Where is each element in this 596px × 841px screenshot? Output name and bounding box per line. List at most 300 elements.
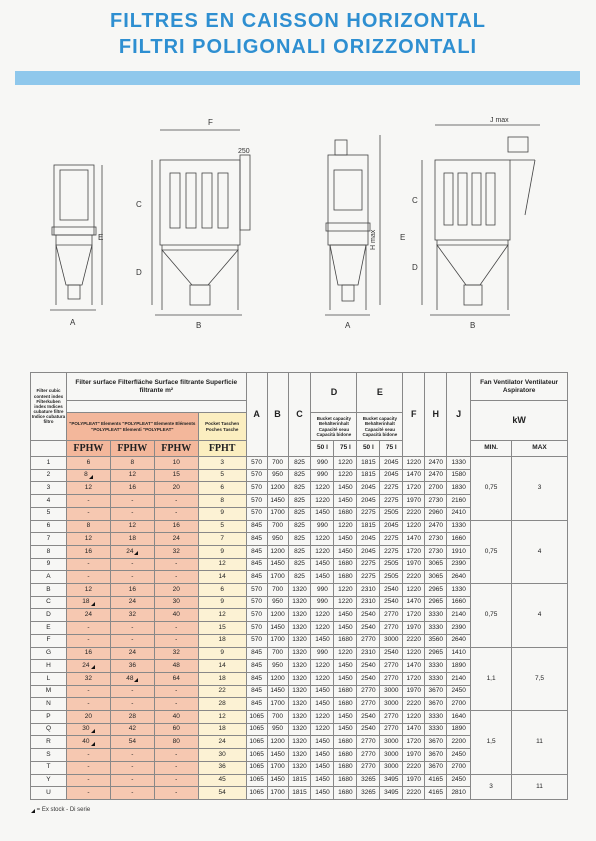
fphw-surface-3: [154, 634, 198, 647]
fpht-surface-value: 12: [218, 560, 226, 568]
dim-d-50l-value: 1220: [315, 725, 330, 733]
dim-d-75l: [334, 634, 357, 647]
dim-e-75l: [380, 774, 403, 787]
dim-b: [267, 711, 288, 724]
fpht-surface: [198, 711, 246, 724]
dim-d-50l-value: 1450: [315, 738, 330, 746]
dim-d-75l: [334, 672, 357, 685]
fphw-surface-2: [110, 609, 154, 622]
fpht-surface-value: 18: [218, 636, 226, 644]
dim-hmax-label: H max: [370, 229, 377, 250]
dim-d-75l: [334, 787, 357, 800]
dim-b: [267, 609, 288, 622]
dim-f-value: 1220: [406, 458, 421, 466]
fpht-surface-value: 6: [220, 484, 224, 491]
fphw-surface-2-value: -: [131, 763, 134, 771]
dim-b-value: 1450: [270, 496, 285, 504]
dim-d-50l: [311, 596, 334, 609]
dim-d-75l-value: 1450: [338, 496, 353, 504]
dim-f-value: 1220: [406, 522, 421, 530]
fphw-surface-2: [110, 622, 154, 635]
fphw-surface-2: [110, 787, 154, 800]
dim-a: [246, 507, 267, 520]
fphw-surface-1: [66, 647, 110, 660]
dim-c: [288, 520, 311, 533]
dim-h-value: 3330: [428, 712, 443, 720]
fphw-surface-2-value: 24: [128, 649, 136, 657]
ex-stock-marker-icon: [91, 742, 95, 746]
fphw-surface-3-value: 10: [172, 458, 180, 466]
dim-a: [246, 698, 267, 711]
dim-d-75l-value: 1220: [338, 522, 353, 530]
dim-c: [288, 558, 311, 571]
dim-f: [403, 685, 425, 698]
dim-d-50l: [311, 495, 334, 508]
table-row: [31, 711, 568, 724]
dim-d-50l: [311, 660, 334, 673]
dim-a: [246, 685, 267, 698]
dim-h: [425, 749, 447, 762]
fphw-surface-2: [110, 774, 154, 787]
surface-header: [66, 373, 246, 401]
fpht-surface: [198, 545, 246, 558]
fpht-surface: [198, 533, 246, 546]
dim-c: [288, 711, 311, 724]
dim-j-value: 2450: [451, 750, 466, 758]
row-index-value: D: [46, 611, 51, 619]
page-title-italian: FILTRI POLIGONALI ORIZZONTALI: [118, 36, 478, 58]
fphw-surface-1: [66, 660, 110, 673]
dim-d-75l-value: 1450: [338, 484, 353, 491]
dim-d-75l: [334, 482, 357, 495]
fphw-surface-2: [110, 520, 154, 533]
dim-d-50l: [311, 685, 334, 698]
dim-c-value: 1320: [292, 661, 307, 669]
fphw-surface-1: [66, 596, 110, 609]
fphw-surface-3: [154, 723, 198, 736]
fphw-surface-2-value: -: [131, 776, 134, 784]
dim-j: [447, 736, 471, 749]
dim-f-value: 1720: [406, 611, 421, 619]
fpht-surface-value: 9: [220, 509, 224, 517]
dim-f-value: 1220: [406, 649, 421, 657]
dim-a-value: 845: [251, 522, 262, 530]
fphw-surface-1-value: 12: [84, 484, 93, 491]
dim-e-50l-value: 2045: [361, 496, 376, 504]
dim-a-value: 1065: [249, 712, 264, 720]
dim-c: [288, 571, 311, 584]
fphw-surface-2-value: -: [131, 560, 134, 568]
dim-c-value: 1320: [292, 598, 307, 606]
fphw-surface-1-value: 18: [82, 598, 90, 606]
dim-e-50l-value: 2540: [361, 661, 376, 669]
dim-j-value: 1890: [451, 661, 466, 669]
dim-e-label: E: [98, 233, 104, 242]
fpht-surface: [198, 647, 246, 660]
dim-j-value: 2450: [451, 776, 466, 784]
dim-d-50l: [311, 672, 334, 685]
dim-j-value: 1890: [451, 725, 466, 733]
fpht-surface: [198, 660, 246, 673]
col-f-header: F: [403, 373, 425, 457]
dim-c: [288, 672, 311, 685]
dim-e-50l: [357, 787, 380, 800]
fphw-surface-1: [66, 723, 110, 736]
dim-d-75l-value: 1680: [338, 572, 353, 580]
dim-d-50l: [311, 711, 334, 724]
dim-d-75l-value: 1680: [338, 636, 353, 644]
fphw-surface-1: [66, 736, 110, 749]
dim-c-value: 825: [294, 458, 305, 466]
row-index-value: M: [45, 687, 52, 695]
dim-d-75l: [334, 520, 357, 533]
fphw-surface-3: [154, 520, 198, 533]
dim-d-50l-value: 990: [317, 649, 328, 657]
dim-f-value: 1720: [406, 674, 421, 682]
d-50l-header: 50 l: [311, 441, 334, 457]
dim-j: [447, 545, 471, 558]
dim-c: [288, 545, 311, 558]
dim-b: [267, 774, 288, 787]
dim-a-value: 570: [251, 484, 262, 491]
dim-a-value: 1065: [249, 750, 264, 758]
dim-h: [425, 545, 447, 558]
dim-c-label: C: [136, 200, 142, 209]
fpht-surface: [198, 457, 246, 470]
side-view-drawing: [50, 165, 102, 310]
fphw-surface-2: [110, 672, 154, 685]
dim-f-value: 2220: [406, 763, 421, 771]
dim-d-50l: [311, 761, 334, 774]
dim-d-75l-value: 1220: [338, 458, 353, 466]
dim-c-value: 825: [294, 572, 305, 580]
dim-f: [403, 545, 425, 558]
dim-e-75l-value: 2770: [384, 623, 399, 631]
dim-d-50l-value: 1450: [315, 788, 330, 796]
dim-f-value: 1970: [406, 776, 421, 784]
dim-f: [403, 736, 425, 749]
dim-a: [246, 609, 267, 622]
dim-d-50l: [311, 647, 334, 660]
dim-e-75l-value: 2770: [384, 611, 399, 619]
dim-d-75l: [334, 749, 357, 762]
dim-e-75l: [380, 482, 403, 495]
dim-d-75l-value: 1450: [338, 534, 353, 542]
fphw-surface-3-value: -: [175, 496, 178, 504]
dim-b-label: B: [196, 321, 202, 330]
dim-f: [403, 469, 425, 482]
dim-d-75l: [334, 761, 357, 774]
dim-f-value: 2220: [406, 788, 421, 796]
dim-d-75l-value: 1680: [338, 776, 353, 784]
dim-e-75l: [380, 507, 403, 520]
dim-f: [403, 482, 425, 495]
dim-d-75l-value: 1450: [338, 661, 353, 669]
fphw-surface-1: [66, 571, 110, 584]
row-index-value: S: [46, 750, 51, 758]
dim-d-50l: [311, 622, 334, 635]
fphw-surface-1: [66, 609, 110, 622]
fphw-surface-2-value: -: [131, 623, 134, 631]
dim-e-50l: [357, 571, 380, 584]
dim-j-value: 2450: [451, 687, 466, 695]
dim-d-50l-value: 1220: [315, 484, 330, 491]
dim-c-value: 825: [294, 509, 305, 517]
dim-a-value: 845: [251, 649, 262, 657]
dim-j: [447, 495, 471, 508]
footnote: [30, 807, 90, 813]
fpht-surface: [198, 609, 246, 622]
bucket-header-d: Bucket capacity Behälterinhalt Capacité seau Capacità bidone: [311, 413, 357, 441]
row-index: [31, 761, 67, 774]
dim-h-value: 4165: [428, 788, 443, 796]
dim-d-50l: [311, 584, 334, 597]
fphw-surface-2: [110, 749, 154, 762]
dim-b: [267, 749, 288, 762]
dim-f-value: 2220: [406, 509, 421, 517]
dim-a: [246, 545, 267, 558]
fphw-surface-2: [110, 698, 154, 711]
fphw-surface-3-value: 80: [172, 738, 180, 746]
dim-e-50l-value: 2540: [361, 725, 376, 733]
dim-d-75l: [334, 736, 357, 749]
row-index-value: P: [46, 712, 51, 720]
dim-f-value: 2220: [406, 636, 421, 644]
fpht-surface-value: 8: [220, 496, 224, 504]
pocket-header: Pocket Taschen Poches Tasche: [198, 413, 246, 441]
row-index-value: L: [46, 674, 51, 682]
row-index-value: E: [46, 623, 51, 631]
dim-f-value: 1220: [406, 712, 421, 720]
fphw-surface-1-value: -: [87, 687, 90, 695]
dim-h: [425, 723, 447, 736]
dim-j-value: 2140: [451, 674, 466, 682]
dim-d-50l-value: 990: [317, 458, 328, 466]
fpht-surface: [198, 622, 246, 635]
fpht-surface: [198, 698, 246, 711]
fan-min: 0,75: [471, 584, 512, 648]
dim-h: [425, 698, 447, 711]
dim-b: [267, 698, 288, 711]
fphw-surface-3: [154, 609, 198, 622]
fphw-surface-3-value: -: [175, 623, 178, 631]
dim-d-50l-value: 1220: [315, 674, 330, 682]
dim-d-50l: [311, 507, 334, 520]
fphw-surface-3-value: -: [175, 788, 178, 796]
fphw-surface-2-value: -: [131, 496, 134, 504]
dim-e-50l: [357, 698, 380, 711]
dim-e-50l: [357, 660, 380, 673]
dim-j: [447, 647, 471, 660]
dim-b-value: 1200: [270, 738, 285, 746]
fphw-surface-1-value: 40: [82, 738, 90, 746]
dim-d-50l-value: 1450: [315, 699, 330, 707]
fphw-surface-3: [154, 533, 198, 546]
dim-d-75l: [334, 545, 357, 558]
dim-c: [288, 749, 311, 762]
dim-h-value: 2965: [428, 585, 443, 593]
dim-e-50l-value: 2540: [361, 623, 376, 631]
fphw-surface-2: [110, 647, 154, 660]
fphw-header-2: FPHW: [110, 441, 154, 457]
dim-e-75l: [380, 596, 403, 609]
fphw-surface-2: [110, 761, 154, 774]
dim-d-50l-value: 990: [317, 585, 328, 593]
row-index: [31, 698, 67, 711]
dim-a-value: 1065: [249, 725, 264, 733]
dim-a-value: 845: [251, 661, 262, 669]
fpht-surface-value: 9: [220, 649, 224, 657]
dim-e-50l-value: 1815: [361, 522, 376, 530]
fphw-surface-3: [154, 584, 198, 597]
dim-j-value: 2640: [451, 636, 466, 644]
row-index-value: 1: [46, 458, 51, 466]
dim-d-50l: [311, 736, 334, 749]
dim-e-75l-value: 2770: [384, 712, 399, 720]
dim-e-50l-value: 1815: [361, 458, 376, 466]
dim-f: [403, 495, 425, 508]
dim-b-value: 950: [272, 598, 283, 606]
dim-f-value: 1470: [406, 725, 421, 733]
fphw-surface-1: [66, 749, 110, 762]
fpht-surface: [198, 685, 246, 698]
dim-a-value: 570: [251, 496, 262, 504]
fphw-surface-3: [154, 622, 198, 635]
fphw-surface-2-value: 16: [128, 585, 136, 593]
fan-header: Fan Ventilator Ventilateur Aspiratore: [471, 373, 568, 401]
row-index-value: G: [45, 649, 51, 657]
dim-d-50l: [311, 634, 334, 647]
dim-c-value: 825: [294, 471, 305, 479]
dim-j-value: 1660: [451, 534, 466, 542]
dim-d-label: D: [136, 268, 142, 277]
dim-h-value: 2470: [428, 471, 443, 479]
fpht-surface: [198, 787, 246, 800]
dim-e-75l: [380, 685, 403, 698]
fphw-surface-3: [154, 545, 198, 558]
dim-f-value: 1720: [406, 738, 421, 746]
dim-b-value: 1700: [270, 636, 285, 644]
dim-e-75l: [380, 736, 403, 749]
dim-e-75l-value: 2505: [384, 509, 399, 517]
dim-a-value: 570: [251, 598, 262, 606]
dim-f: [403, 584, 425, 597]
fpht-surface-value: 7: [220, 534, 224, 542]
fphw-surface-2-value: -: [131, 788, 134, 796]
dim-e-50l-value: 2770: [361, 763, 376, 771]
dim-d-75l: [334, 584, 357, 597]
dim-j: [447, 507, 471, 520]
dim-j: [447, 469, 471, 482]
dim-d-50l-value: 1450: [315, 560, 330, 568]
dim-b: [267, 520, 288, 533]
dim-b-value: 1450: [270, 623, 285, 631]
dim-f-value: 1720: [406, 547, 421, 555]
fphw-surface-1: [66, 774, 110, 787]
dim-d-75l: [334, 469, 357, 482]
row-index: [31, 596, 67, 609]
fphw-surface-1-value: 16: [84, 547, 93, 555]
row-index: [31, 685, 67, 698]
fphw-surface-1-value: -: [87, 636, 90, 644]
fphw-surface-2: [110, 571, 154, 584]
fphw-surface-2-value: 12: [128, 471, 136, 479]
dim-a-value: 845: [251, 674, 262, 682]
fphw-surface-3: [154, 482, 198, 495]
fpht-surface-value: 3: [220, 458, 224, 466]
dim-e-50l: [357, 482, 380, 495]
row-index-value: 9: [46, 560, 51, 568]
dim-c: [288, 609, 311, 622]
dim-a-value: 570: [251, 611, 262, 619]
dim-j: [447, 457, 471, 470]
dim-h: [425, 672, 447, 685]
fan-min: 1,1: [471, 647, 512, 711]
fpht-surface: [198, 482, 246, 495]
row-index: [31, 609, 67, 622]
dim-d-75l-value: 1680: [338, 699, 353, 707]
fphw-surface-1-value: -: [87, 560, 90, 568]
dim-a: [246, 749, 267, 762]
dim-e-75l-value: 2770: [384, 661, 399, 669]
fan-max: 11: [512, 711, 568, 775]
dim-d-75l: [334, 723, 357, 736]
fphw-surface-1-value: -: [87, 623, 90, 631]
dim-h-value: 4165: [428, 776, 443, 784]
ex-stock-marker-icon: [91, 602, 95, 606]
dim-d-75l: [334, 495, 357, 508]
table-row: [31, 774, 568, 787]
fphw-surface-1: [66, 558, 110, 571]
row-index-value: A: [46, 572, 51, 580]
dim-c: [288, 622, 311, 635]
dim-b: [267, 482, 288, 495]
dim-d-75l-value: 1680: [338, 509, 353, 517]
row-index-value: R: [46, 738, 51, 746]
dim-a: [246, 457, 267, 470]
dim-f-value: 2220: [406, 572, 421, 580]
dim-e-75l-value: 3000: [384, 750, 399, 758]
fphw-surface-1: [66, 457, 110, 470]
dim-d-50l: [311, 533, 334, 546]
row-index: [31, 507, 67, 520]
dim-c: [288, 723, 311, 736]
dim-d-75l-value: 1450: [338, 712, 353, 720]
fpht-surface-value: 12: [218, 611, 226, 619]
dim-e-50l-value: 3265: [361, 788, 376, 796]
fphw-surface-1: [66, 495, 110, 508]
dim-f: [403, 749, 425, 762]
row-index: [31, 545, 67, 558]
fan-min: 1,5: [471, 711, 512, 775]
dim-c: [288, 507, 311, 520]
dim-j: [447, 520, 471, 533]
dim-a: [246, 495, 267, 508]
dim-j-value: 2140: [451, 611, 466, 619]
fphw-surface-3: [154, 507, 198, 520]
fphw-surface-2: [110, 736, 154, 749]
fphw-surface-1: [66, 584, 110, 597]
dim-j: [447, 533, 471, 546]
page-title-french: FILTRES EN CAISSON HORIZONTAL: [109, 10, 487, 32]
dim-h-value: 3560: [428, 636, 443, 644]
dim-d-50l-value: 990: [317, 522, 328, 530]
surface-unit: m²: [165, 386, 174, 394]
fphw-surface-3-value: -: [175, 776, 178, 784]
fphw-surface-2: [110, 507, 154, 520]
dim-b2-label: B: [470, 321, 476, 330]
fphw-surface-1: [66, 520, 110, 533]
